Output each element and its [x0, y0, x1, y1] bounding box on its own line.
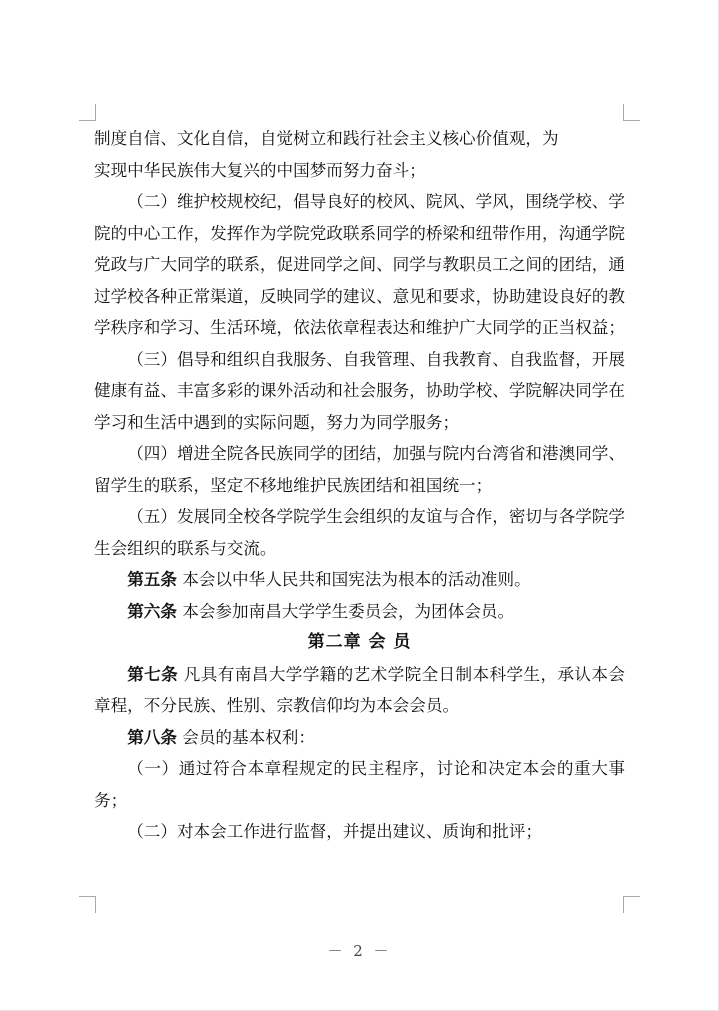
article-6-label: 第六条	[127, 601, 177, 621]
article-5-text: 本会以中华人民共和国宪法为根本的活动准则。	[176, 570, 531, 589]
paragraph-item-4: （四）增进全院各民族同学的团结，加强与院内台湾省和港澳同学、留学生的联系，坚定不移地维护民族团结和祖国统一；	[94, 444, 625, 495]
crop-mark-bottom-right	[623, 896, 640, 913]
crop-mark-top-right	[623, 104, 640, 121]
article-6-text: 本会参加南昌大学学生委员会，为团体会员。	[176, 601, 515, 621]
paragraph-item-2: （二）维护校规校纪，倡导良好的校风、院风、学风，围绕学校、学院的中心工作，发挥作为学院党政联系同学的桥梁和纽带作用，沟通学院党政与广大同学的联系，促进同学之间、同学与教职员工之间的团结，通过学校各种正常渠道，反映同学的建议、意见和要求，协助建设良好的教学秩序和学习、生活环境，依法依章程表达和维护广大同学的正当权益；	[94, 192, 625, 337]
article-7-label: 第七条	[127, 664, 179, 684]
right-item-2: （二）对本会工作进行监督，并提出建议、质询和批评；	[127, 822, 543, 841]
crop-mark-top-left	[79, 104, 96, 121]
document-body	[94, 123, 625, 848]
paragraph-line: 制度自信、文化自信，自觉树立和践行社会主义核心价值观，为	[94, 129, 559, 148]
chapter-heading: 第二章 会 员	[307, 632, 412, 652]
paragraph-line: 实现中华民族伟大复兴的中国梦而努力奋斗；	[94, 160, 426, 180]
article-6	[94, 596, 625, 628]
article-7	[94, 659, 625, 722]
right-item-1: （一）通过符合本章程规定的民主程序，讨论和决定本会的重大事务；	[94, 759, 625, 810]
article-8	[94, 722, 625, 754]
page-number: － 2 －	[327, 942, 392, 960]
paragraph-item-5: （五）发展同全校各学院学生会组织的友谊与合作，密切与各学院学生会组织的联系与交流。	[94, 507, 625, 558]
crop-mark-bottom-left	[79, 896, 96, 913]
article-7-text: 凡具有南昌大学学籍的艺术学院全日制本科学生，承认本会章程，不分民族、性别、宗教信仰均为本会会员。	[94, 664, 625, 715]
article-8-text: 会员的基本权利：	[176, 727, 315, 747]
paragraph-item-3: （三）倡导和组织自我服务、自我管理、自我教育、自我监督，开展健康有益、丰富多彩的课外活动和社会服务，协助学校、学院解决同学在学习和生活中遇到的实际问题，努力为同学服务；	[94, 349, 625, 432]
paragraph-continued	[94, 123, 625, 186]
article-8-label: 第八条	[127, 727, 177, 747]
article-5-label: 第五条	[127, 570, 177, 589]
article-5	[94, 564, 625, 596]
